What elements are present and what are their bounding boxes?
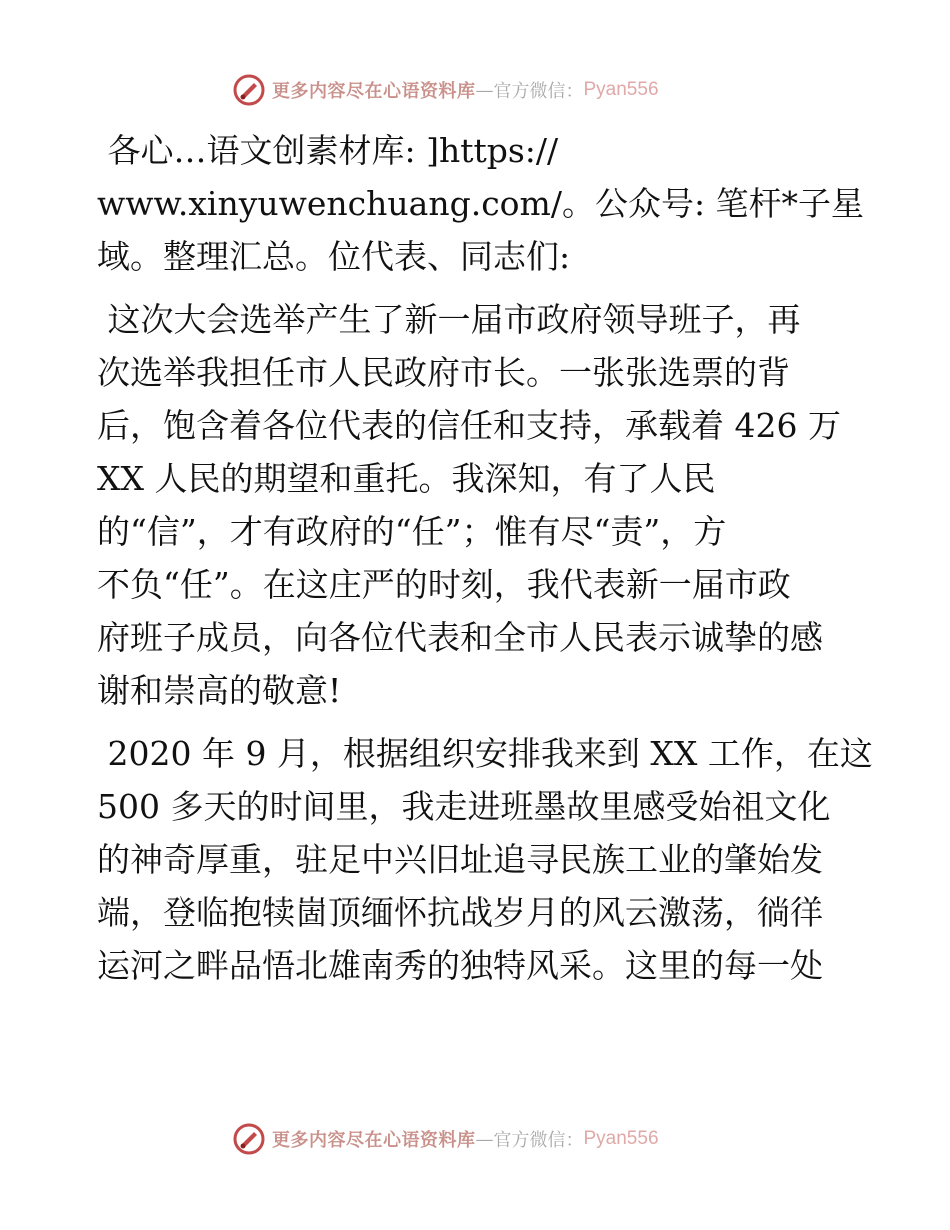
text-line: 域。整理汇总。位代表、同志们:	[97, 237, 571, 276]
paragraph-work	[97, 727, 873, 992]
brand-logo-icon	[232, 73, 266, 107]
text-line: 端，登临抱犊崮顶缅怀抗战岁月的风云激荡，徜徉	[97, 893, 823, 932]
header-banner	[232, 73, 659, 107]
footer-banner	[232, 1122, 659, 1156]
document-body	[97, 124, 873, 992]
text-line: 运河之畔品悟北雄南秀的独特风采。这里的每一处	[97, 946, 823, 985]
text-line: 2020 年 9 月，根据组织安排我来到 XX 工作，在这	[97, 734, 873, 773]
banner-main-text: 更多内容尽在心语资料库	[272, 1130, 476, 1151]
banner-wechat-id: Pyan556	[583, 1128, 659, 1149]
text-line: 这次大会选举产生了新一届市政府领导班子，再	[97, 300, 801, 339]
banner-dash: —	[475, 1128, 494, 1150]
banner-label: 官方微信：	[493, 1130, 584, 1151]
text-line: 谢和崇高的敬意!	[97, 671, 342, 710]
text-line: 不负“任”。在这庄严的时刻，我代表新一届市政	[97, 565, 791, 604]
paragraph-election	[97, 293, 857, 717]
banner-dash: —	[475, 79, 494, 101]
text-line: 的“信”，才有政府的“任”；惟有尽“责”，方	[97, 512, 727, 551]
text-line: 500 多天的时间里，我走进班墨故里感受始祖文化	[97, 787, 831, 826]
banner-main-text: 更多内容尽在心语资料库	[272, 81, 476, 102]
banner-wechat-id: Pyan556	[583, 79, 659, 100]
text-line: www.xinyuwenchuang.com/。公众号: 笔杆*子星	[97, 184, 865, 223]
text-line: XX 人民的期望和重托。我深知，有了人民	[97, 459, 716, 498]
text-line: 的神奇厚重，驻足中兴旧址追寻民族工业的肇始发	[97, 840, 823, 879]
text-line: 府班子成员，向各位代表和全市人民表示诚挚的感	[97, 618, 823, 657]
brand-logo-icon	[232, 1122, 266, 1156]
text-line: 各心…语文创素材库: ]https://	[97, 131, 559, 170]
paragraph-intro	[97, 124, 865, 283]
text-line: 次选举我担任市人民政府市长。一张张选票的背	[97, 353, 790, 392]
banner-label: 官方微信：	[493, 81, 584, 102]
text-line: 后，饱含着各位代表的信任和支持，承载着 426 万	[97, 406, 841, 445]
